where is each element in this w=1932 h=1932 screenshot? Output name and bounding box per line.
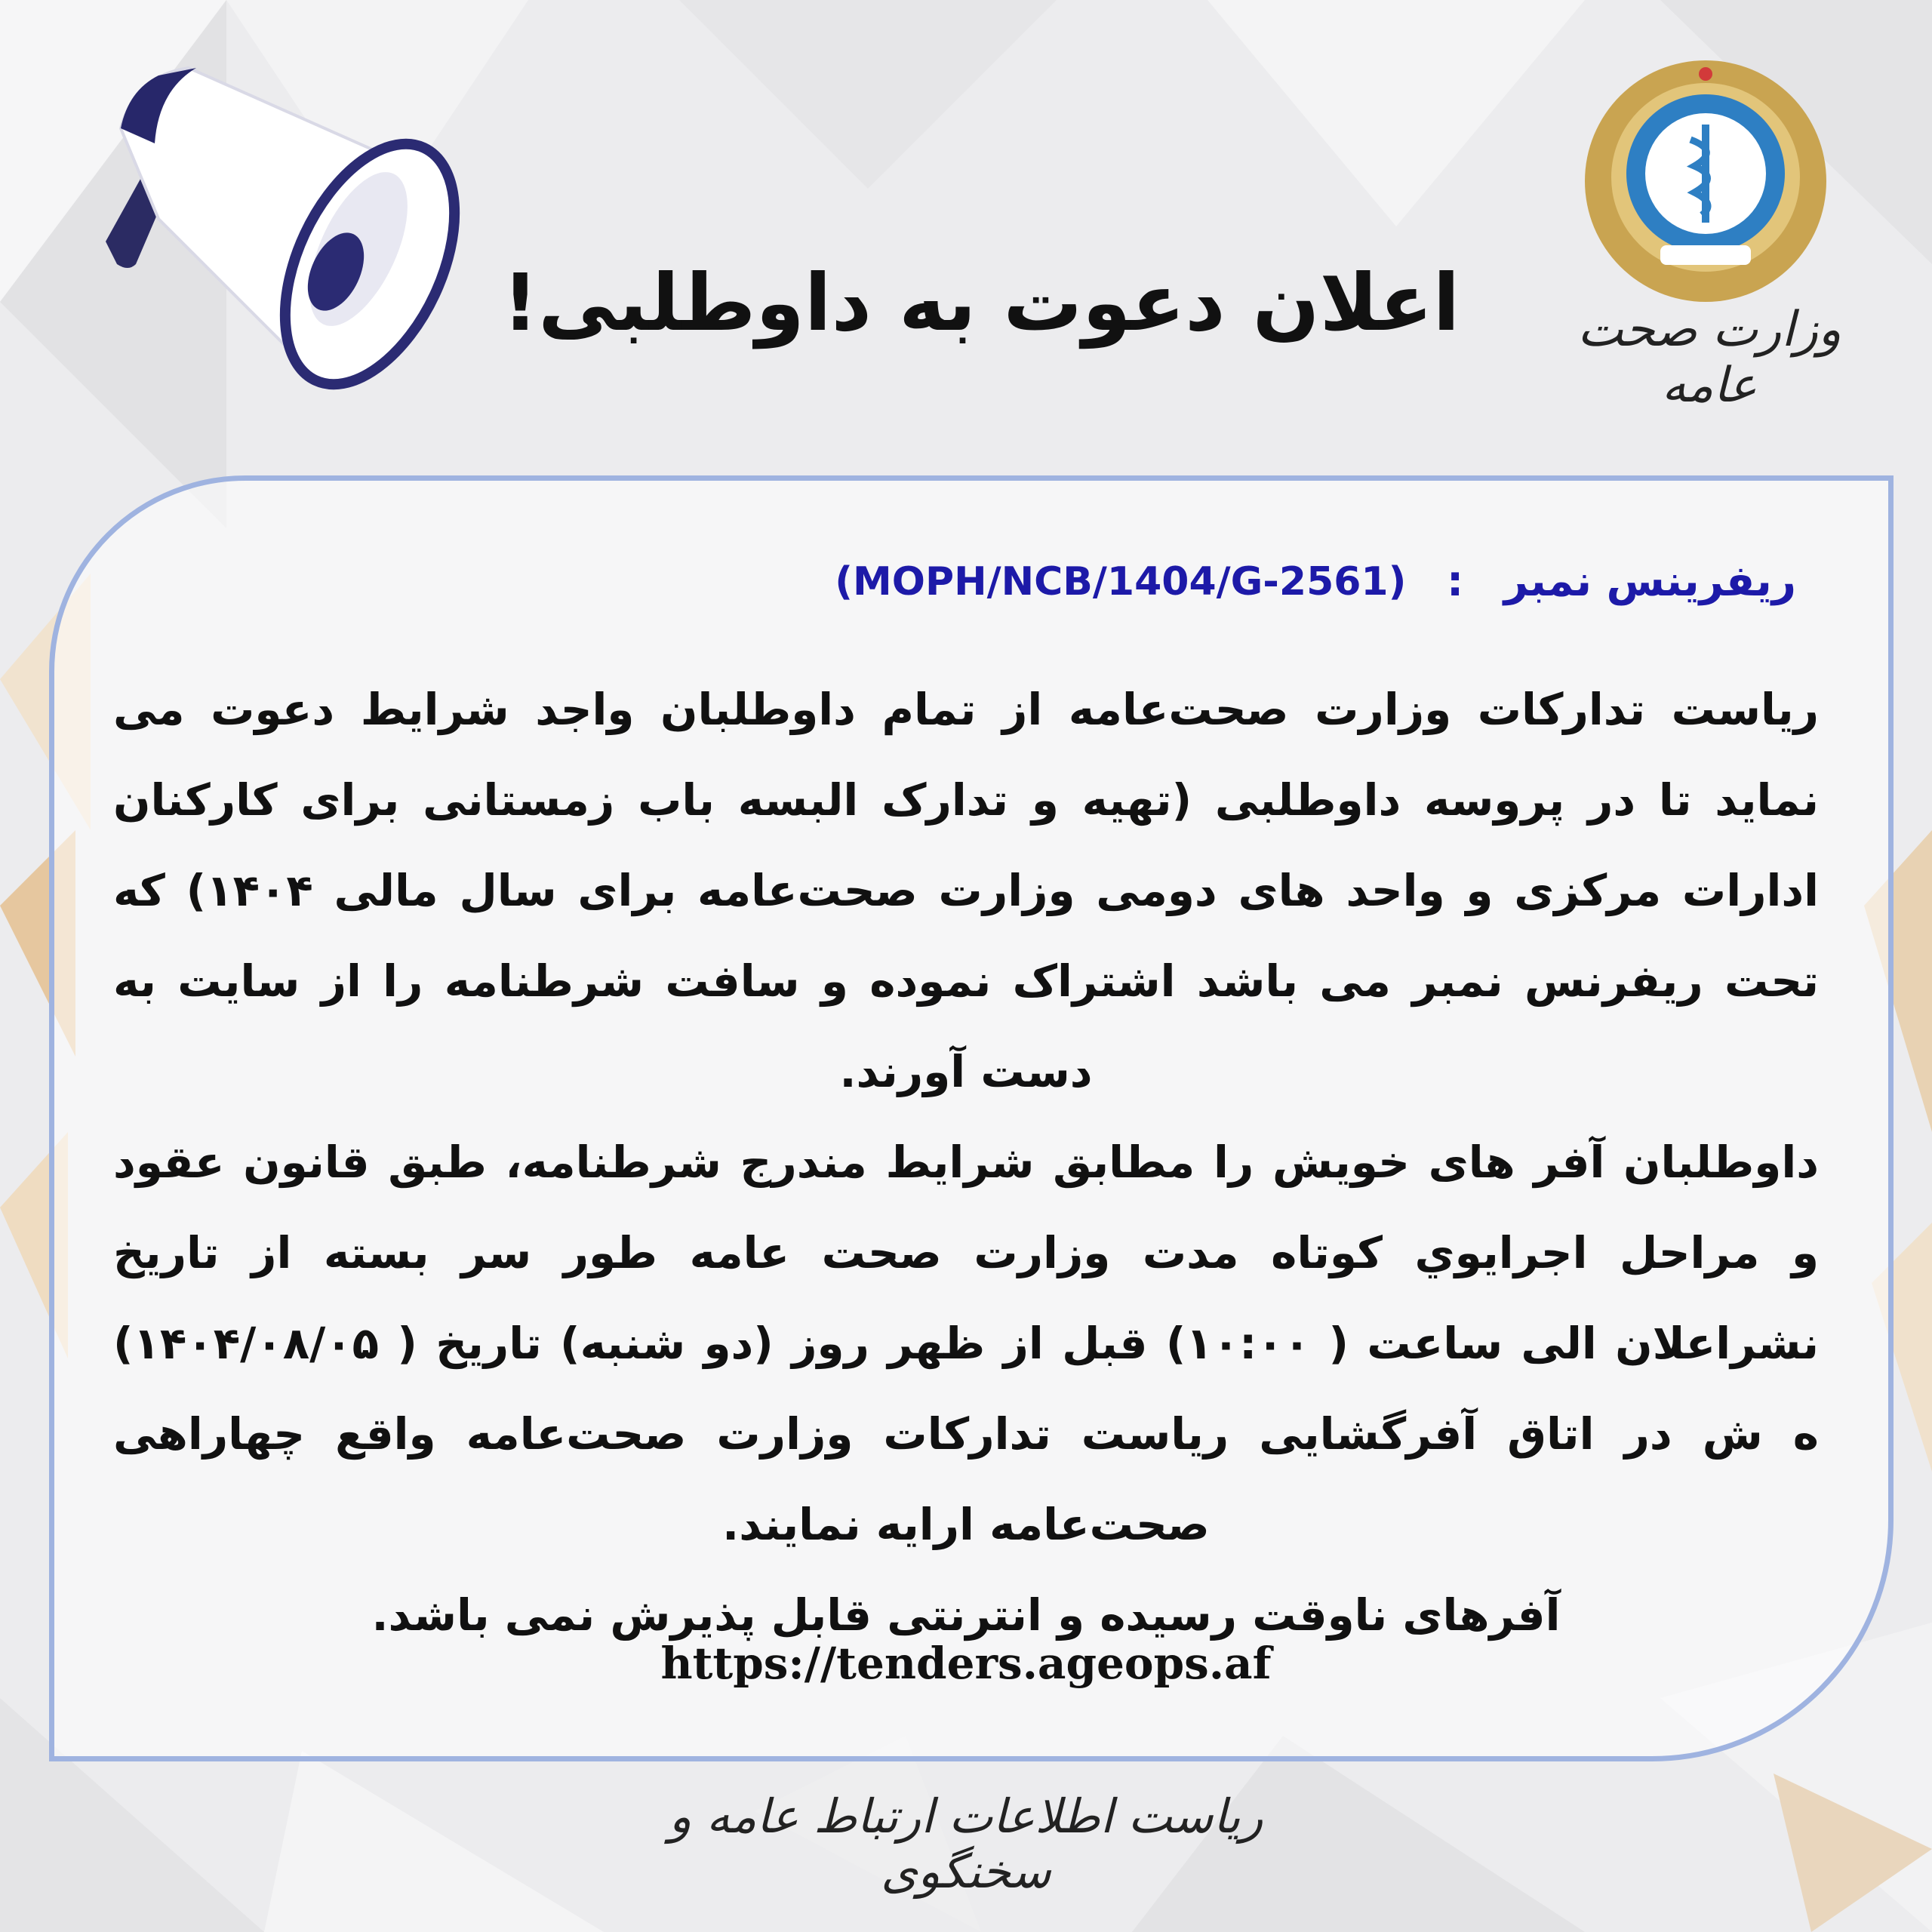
notice-paragraph-invitation: ریاست تدارکات وزارت صحت‌عامه از تمام داوطلبان واجد شرایط دعوت می نماید تا در پروسه داوطلبی (تهیه و تدارک البسه باب زمستانی برای کارکنان ادارات مرکزی و واحد های دومی وزارت صحت‌عامه برای سال مالی ۱۴۰۴) که تحت ریفرنس نمبر می باشد اشتراک نموده و سافت شرطنامه را از سایت به دست آورند. bbox=[113, 684, 1820, 1097]
reference-label: ریفرینس نمبر bbox=[1503, 557, 1796, 607]
notice-paragraph-late-offers: آفرهای ناوقت رسیده و انترنتی قابل پذیرش نمی باشد. bbox=[371, 1589, 1561, 1641]
tender-website-link[interactable]: https://tenders.ageops.af bbox=[660, 1638, 1272, 1689]
megaphone-icon bbox=[75, 45, 483, 400]
reference-colon: : bbox=[1446, 557, 1464, 607]
page-title: اعلان دعوت به داوطلبی! bbox=[502, 257, 1460, 349]
reference-row bbox=[815, 555, 1796, 630]
notice-body bbox=[113, 664, 1819, 1660]
footer-calligraphy-logo: ریاست اطلاعات ارتباط عامه و سخنگوی bbox=[669, 1789, 1263, 1899]
notice-paragraph-submission: داوطلبان آفر های خویش را مطابق شرایط مندرج شرطنامه، طبق قانون عقود و مراحل اجرایوي کوتاه مدت وزارت صحت عامه طور سر بسته از تاریخ نشراعلان الی ساعت ( ۱۰:۰۰) قبل از ظهر روز (دو شنبه) تاریخ ( ۱۴۰۴/۰۸/۰۵) ه ش در اتاق آفرگشایی ریاست تدارکات وزارت صحت‌عامه واقع چهاراهی صحت‌عامه ارایه نمایند. bbox=[113, 1137, 1819, 1550]
reference-code: (MOPH/NCB/1404/G-2561) bbox=[835, 558, 1407, 605]
ministry-of-public-health-emblem bbox=[1574, 53, 1838, 309]
ministry-calligraphy-logo: وزارت صحت عامه bbox=[1577, 302, 1841, 414]
